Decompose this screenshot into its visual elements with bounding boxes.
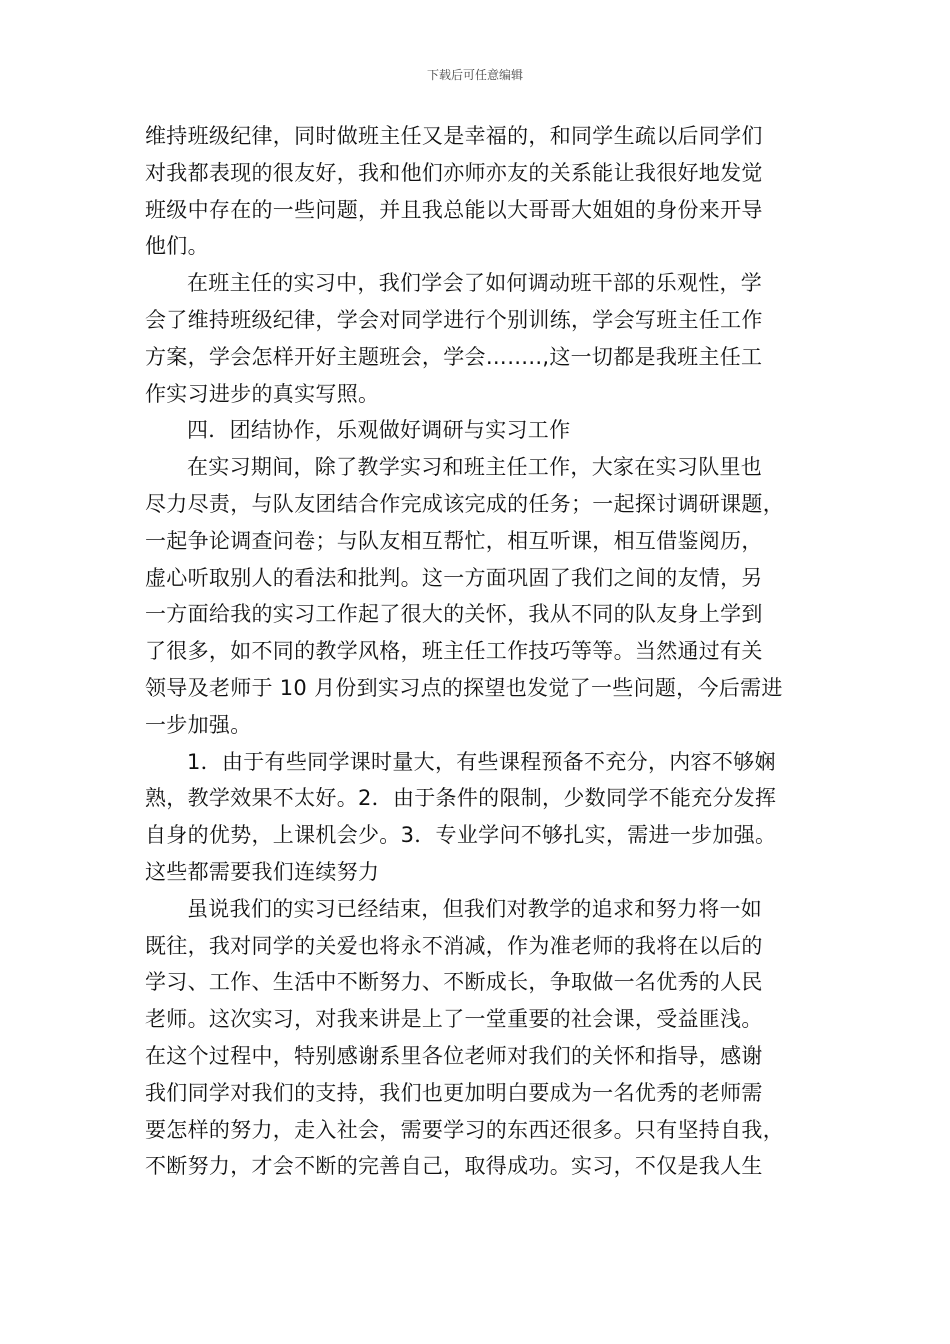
text-line: 虚心听取别人的看法和批判。这一方面巩固了我们之间的友情，另 [145, 565, 763, 590]
text-line: 要怎样的努力，走入社会，需要学习的东西还很多。只有坚持自我， [145, 1117, 784, 1142]
text-line: 熟，教学效果不太好。2．由于条件的限制，少数同学不能充分发挥 [145, 786, 777, 811]
text-line: 不断努力，才会不断的完善自己，取得成功。实习，不仅是我人生 [145, 1154, 763, 1179]
text-line: 作实习进步的真实写照。 [145, 381, 380, 406]
text-line: 了很多，如不同的教学风格，班主任工作技巧等等。当然通过有关 [145, 639, 763, 664]
text-line: 在这个过程中，特别感谢系里各位老师对我们的关怀和指导，感谢 [145, 1043, 763, 1068]
text-line: 在班主任的实习中，我们学会了如何调动班干部的乐观性，学 [187, 271, 763, 296]
text-line: 对我都表现的很友好，我和他们亦师亦友的关系能让我很好地发觉 [145, 160, 763, 185]
text-line: 会了维持班级纪律，学会对同学进行个别训练，学会写班主任工作 [145, 307, 763, 332]
text-line: 在实习期间，除了教学实习和班主任工作，大家在实习队里也 [187, 455, 763, 480]
text-line: 他们。 [145, 234, 209, 259]
text-line: 老师。这次实习，对我来讲是上了一堂重要的社会课，受益匪浅。 [145, 1007, 763, 1032]
text-line: 我们同学对我们的支持，我们也更加明白要成为一名优秀的老师需 [145, 1080, 763, 1105]
body-text [145, 118, 835, 1185]
text-line: 一方面给我的实习工作起了很大的关怀，我从不同的队友身上学到 [145, 602, 763, 627]
text-line: 一步加强。 [145, 712, 252, 737]
page-header-note: 下载后可任意编辑 [426, 68, 523, 82]
text-line: 领导及老师于 10 月份到实习点的探望也发觉了一些问题，今后需进 [145, 675, 783, 700]
text-line: 这些都需要我们连续努力 [145, 859, 380, 884]
text-line: 四．团结协作，乐观做好调研与实习工作 [187, 418, 571, 443]
text-line: 方案，学会怎样开好主题班会，学会……..,这一切都是我班主任工 [145, 344, 763, 369]
text-line: 既往，我对同学的关爱也将永不消减，作为准老师的我将在以后的 [145, 933, 763, 958]
text-line: 一起争论调查问卷；与队友相互帮忙，相互听课，相互借鉴阅历， [145, 528, 763, 553]
text-line: 维持班级纪律，同时做班主任又是幸福的，和同学生疏以后同学们 [145, 124, 763, 148]
text-line: 自身的优势，上课机会少。3．专业学问不够扎实，需进一步加强。 [145, 823, 777, 848]
text-line: 1．由于有些同学课时量大，有些课程预备不充分，内容不够娴 [187, 749, 776, 774]
text-line: 尽力尽责，与队友团结合作完成该完成的任务；一起探讨调研课题， [145, 491, 784, 516]
text-line: 学习、工作、生活中不断努力、不断成长，争取做一名优秀的人民 [145, 970, 763, 995]
text-line: 班级中存在的一些问题，并且我总能以大哥哥大姐姐的身份来开导 [145, 197, 763, 222]
text-line: 虽说我们的实习已经结束，但我们对教学的追求和努力将一如 [187, 896, 763, 921]
